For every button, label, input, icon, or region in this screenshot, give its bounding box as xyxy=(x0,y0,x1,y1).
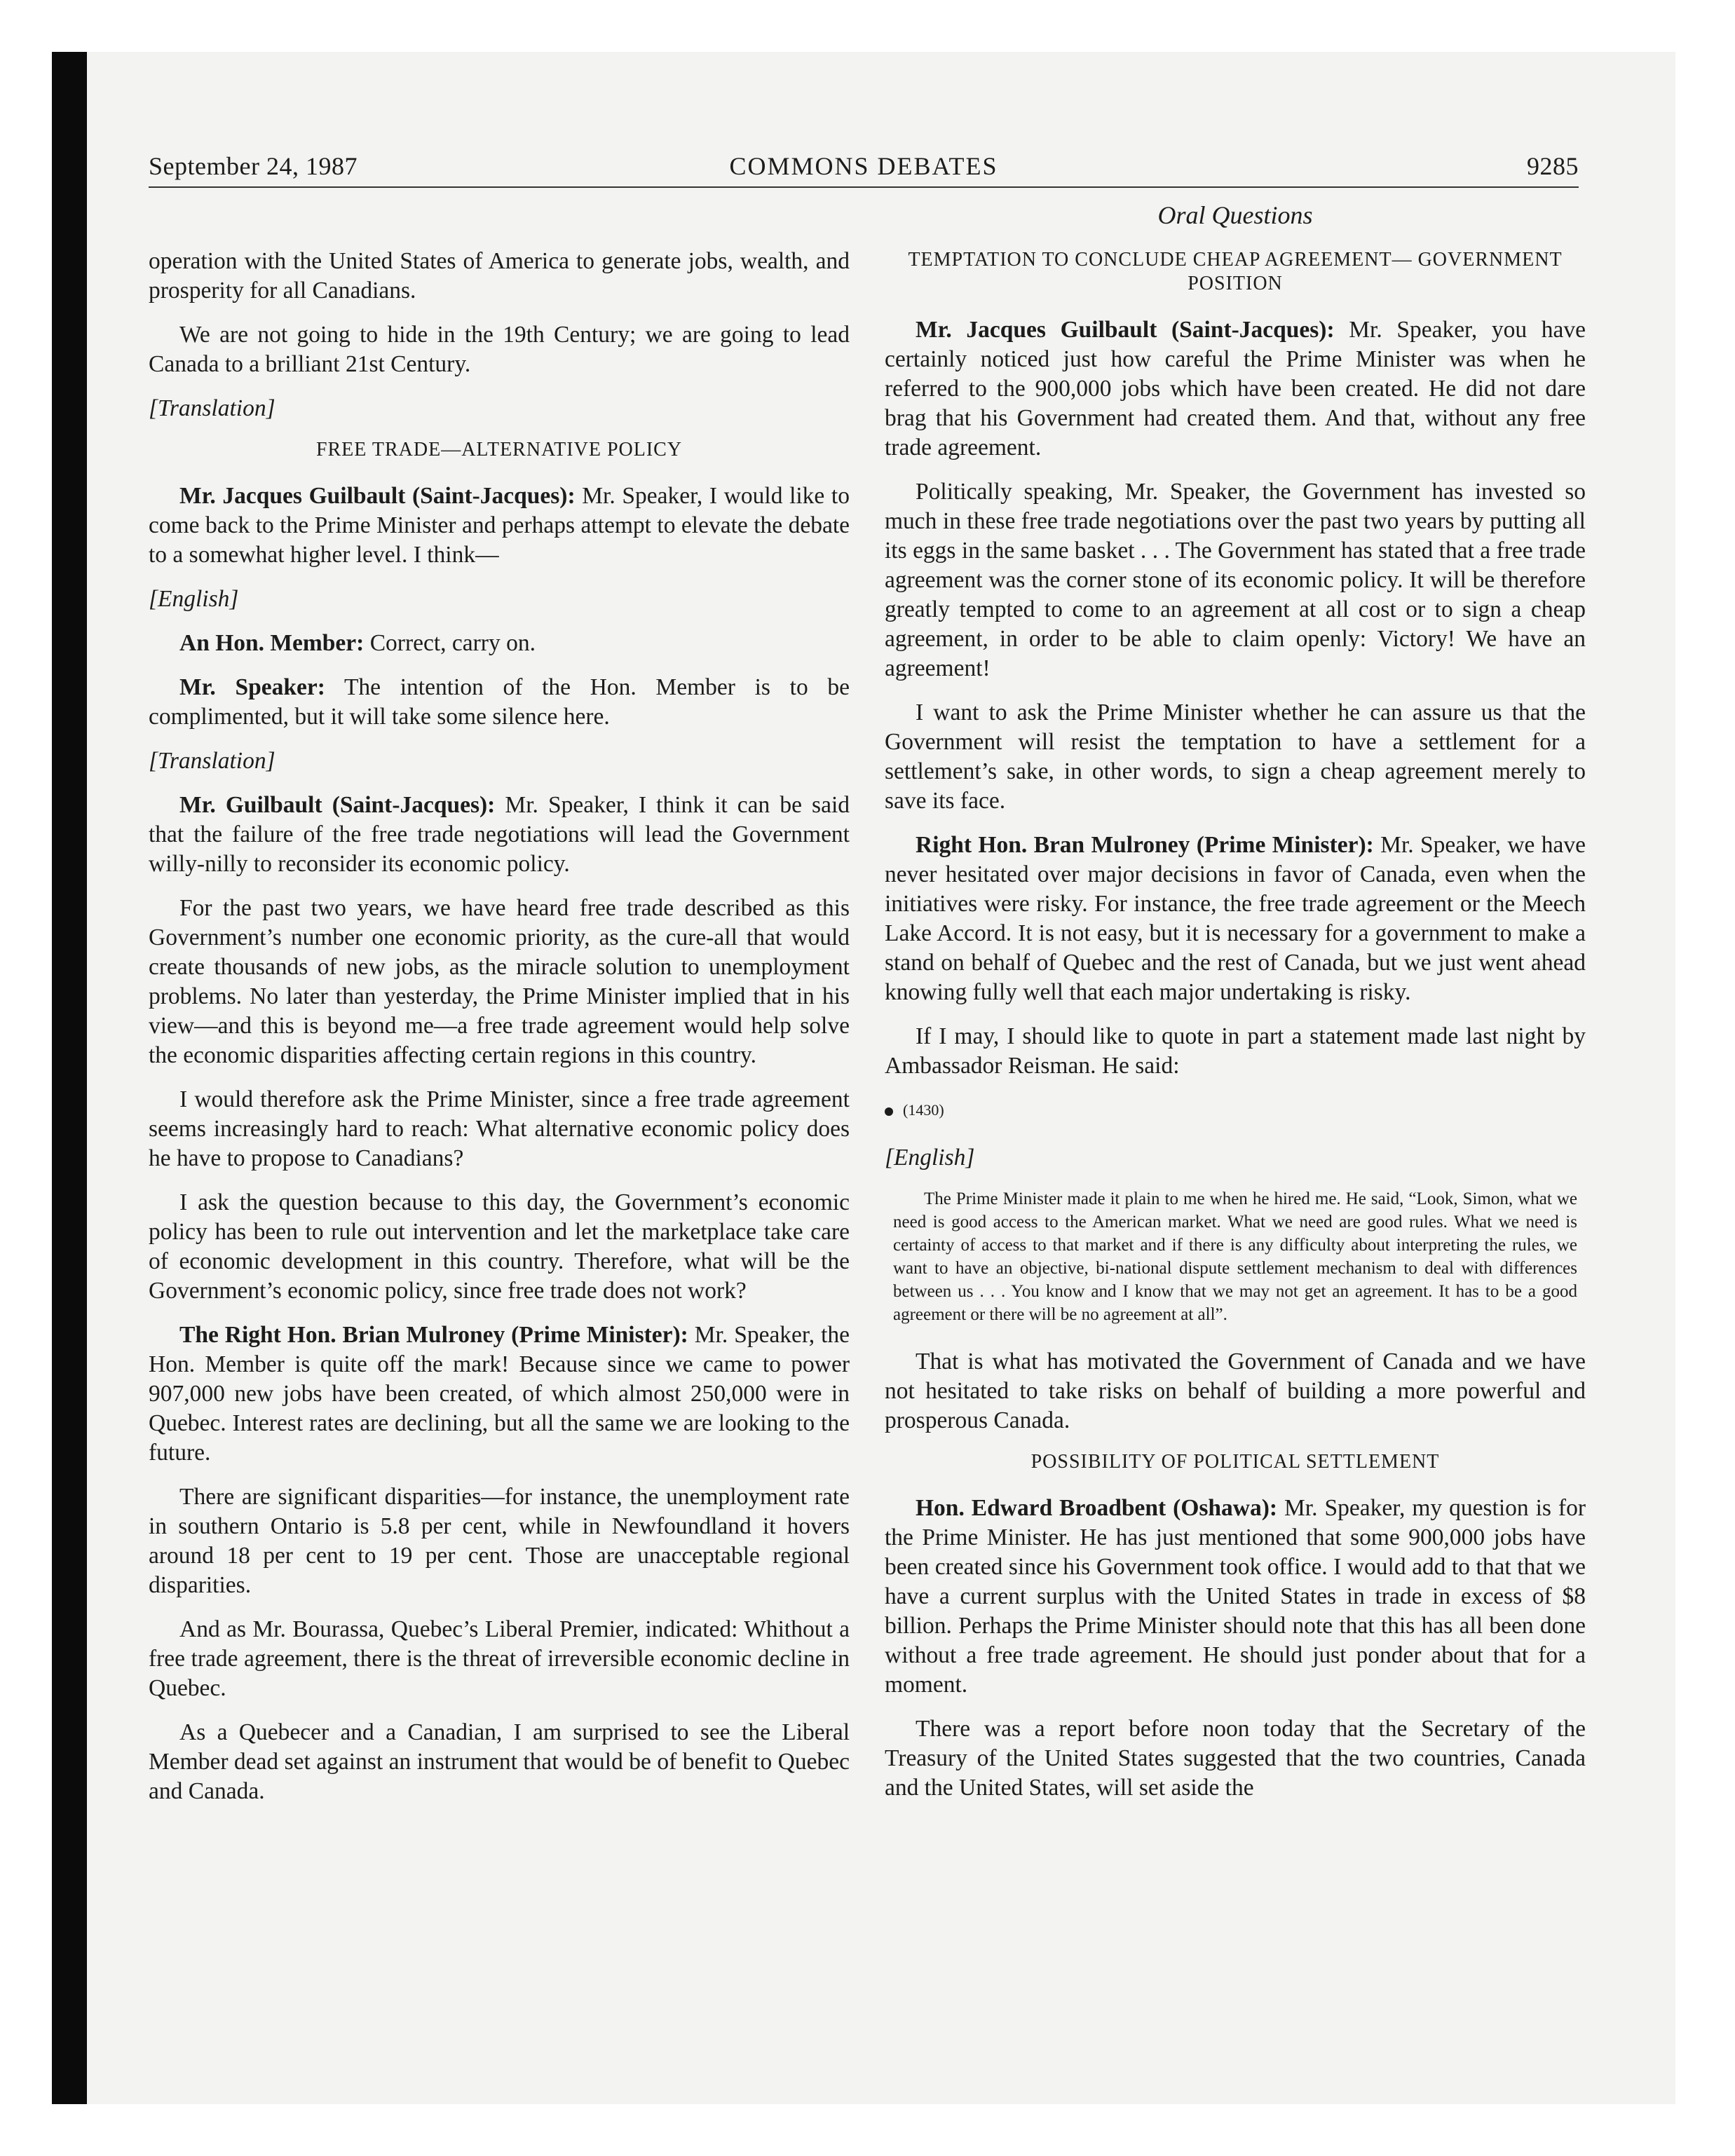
paragraph: I would therefore ask the Prime Minister, since a free trade agreement seems increasingly hard to reach: What alternative economic policy does he have to propose to Canadians? xyxy=(149,1086,850,1171)
speaker-name: Mr. Jacques Guilbault (Saint-Jacques): xyxy=(916,317,1335,343)
language-marker: [English] xyxy=(885,1145,975,1171)
speech-text: The intention of the Hon. Member is to be complimented, but it will take some silence here. xyxy=(149,674,850,730)
right-column xyxy=(885,200,1586,1817)
paragraph: As a Quebecer and a Canadian, I am surprised to see the Liberal Member dead set against an instrument that would be of benefit to Quebec and Canada. xyxy=(149,1719,850,1804)
speech-paragraph xyxy=(885,315,1586,463)
paragraph: There are significant disparities—for instance, the unemployment rate in southern Ontario is 5.8 per cent, while in Newfoundland it hovers around 18 per cent to 19 per cent. Those are unacceptable regional disparities. xyxy=(149,1484,850,1598)
page-header xyxy=(149,147,1579,188)
paragraph: Politically speaking, Mr. Speaker, the Government has invested so much in these free trade negotiations over the past two years by putting all its eggs in the same basket . . . The Government has stated that a free trade agreement was the corner stone of its economic policy. It will be therefore greatly tempted to come to an agreement at all cost or to sign a cheap agreement, in order to be able to claim openly: Victory! We have an agreement! xyxy=(885,479,1586,681)
speech-paragraph xyxy=(149,791,850,879)
paragraph: I want to ask the Prime Minister whether he can assure us that the Government will resist the temptation to have a settlement for a settlement’s sake, in other words, to sign a cheap agreement merely to save its face. xyxy=(885,700,1586,814)
header-page-number: 9285 xyxy=(1527,152,1579,180)
speech-text: Mr. Speaker, you have certainly noticed just how careful the Prime Minister was when he referred to the 900,000 jobs which have been created. He did not dare brag that his Government had created them. And that, without any free trade agreement. xyxy=(885,317,1586,460)
language-marker: [Translation] xyxy=(149,395,275,421)
speech-paragraph xyxy=(149,1321,850,1468)
speech-text: Correct, carry on. xyxy=(364,630,536,656)
section-heading: FREE TRADE—ALTERNATIVE POLICY xyxy=(315,439,683,460)
speech-text: Mr. Speaker, I would like to come back to the Prime Minister and perhaps attempt to elevate the debate to a somewhat higher level. I think— xyxy=(149,483,850,568)
speaker-name: An Hon. Member: xyxy=(179,630,365,656)
language-marker: [Translation] xyxy=(149,748,275,774)
section-heading: TEMPTATION TO CONCLUDE CHEAP AGREEMENT— GOVERNMENT POSITION xyxy=(908,249,1563,294)
speaker-name: Mr. Jacques Guilbault (Saint-Jacques): xyxy=(179,483,576,509)
speaker-name: Hon. Edward Broadbent (Oshawa): xyxy=(916,1495,1278,1521)
speech-text: Mr. Speaker, I think it can be said that the failure of the free trade negotiations will lead the Government willy-nilly to reconsider its economic policy. xyxy=(149,792,850,877)
speech-text: Mr. Speaker, the Hon. Member is quite off the mark! Because since we came to power 907,000 new jobs have been created, of which almost 250,000 were in Quebec. Interest rates are declining, but all the same we are looking to the future. xyxy=(149,1322,850,1466)
speech-paragraph xyxy=(885,1494,1586,1700)
paragraph: operation with the United States of America to generate jobs, wealth, and prosperity for all Canadians. xyxy=(149,248,850,303)
header-title: COMMONS DEBATES xyxy=(729,152,998,180)
language-marker: [English] xyxy=(149,586,239,612)
paragraph: And as Mr. Bourassa, Quebec’s Liberal Premier, indicated: Whithout a free trade agreement, there is the threat of irreversible economic decline in Quebec. xyxy=(149,1616,850,1701)
paragraph: I ask the question because to this day, the Government’s economic policy has been to rule out intervention and let the marketplace take care of economic development in this country. Therefore, what will be the Government’s economic policy, since free trade does not work? xyxy=(149,1189,850,1304)
block-quote: The Prime Minister made it plain to me when he hired me. He said, “Look, Simon, what we need is good access to the American market. What we need are good rules. What we need is certainty of access to that market and if there is any difficulty about interpreting the rules, we want to have an objective, bi-national dispute settlement mechanism to deal with differences between us . . . You know and I know that we may not get an agreement. It has to be a good agreement or there will be no agreement at all”. xyxy=(893,1189,1577,1324)
speaker-name: Mr. Speaker: xyxy=(179,674,325,700)
speech-text: Mr. Speaker, my question is for the Prime Minister. He has just mentioned that some 900,000 jobs have been created since his Government took office. I would add to that that we have a current surplus with the United States in trade in excess of $8 billion. Perhaps the Prime Minister should note that this has all been done without a free trade agreement. He should just ponder about that for a moment. xyxy=(885,1495,1586,1698)
speaker-name: Right Hon. Bran Mulroney (Prime Minister): xyxy=(916,832,1374,858)
paragraph: If I may, I should like to quote in part a statement made last night by Ambassador Reisman. He said: xyxy=(885,1023,1586,1079)
section-title: Oral Questions xyxy=(1157,201,1313,229)
header-date: September 24, 1987 xyxy=(149,152,358,180)
paragraph: That is what has motivated the Government of Canada and we have not hesitated to take risks on behalf of building a more powerful and prosperous Canada. xyxy=(885,1349,1586,1433)
speech-text: Mr. Speaker, we have never hesitated over major decisions in favor of Canada, even when the initiatives were risky. For instance, the free trade agreement or the Meech Lake Accord. It is not easy, but it is necessary for a government to make a stand on behalf of Quebec and the rest of Canada, but we just went ahead knowing fully well that each major undertaking is risky. xyxy=(885,832,1586,1005)
speech-paragraph xyxy=(885,831,1586,1007)
binding-edge xyxy=(52,52,87,2104)
speech-paragraph xyxy=(149,629,850,658)
paragraph: For the past two years, we have heard free trade described as this Government’s number one economic priority, as the cure-all that would create thousands of new jobs, as the miracle solution to unemployment problems. No later than yesterday, the Prime Minister implied that in his view—and this is beyond me—a free trade agreement would help solve the economic disparities affecting certain regions in this country. xyxy=(149,895,850,1068)
speech-paragraph xyxy=(149,673,850,732)
time-marker-text: (1430) xyxy=(903,1101,944,1119)
paragraph: We are not going to hide in the 19th Century; we are going to lead Canada to a brilliant 21st Century. xyxy=(149,322,850,377)
paragraph: There was a report before noon today that the Secretary of the Treasury of the United States suggested that the two countries, Canada and the United States, will set aside the xyxy=(885,1716,1586,1801)
speech-paragraph xyxy=(149,482,850,570)
bullet-icon xyxy=(885,1107,893,1116)
speaker-name: Mr. Guilbault (Saint-Jacques): xyxy=(179,792,496,818)
section-heading: POSSIBILITY OF POLITICAL SETTLEMENT xyxy=(1030,1451,1440,1473)
speaker-name: The Right Hon. Brian Mulroney (Prime Minister): xyxy=(179,1322,688,1348)
time-marker xyxy=(885,1096,1586,1125)
left-column xyxy=(149,247,850,1821)
